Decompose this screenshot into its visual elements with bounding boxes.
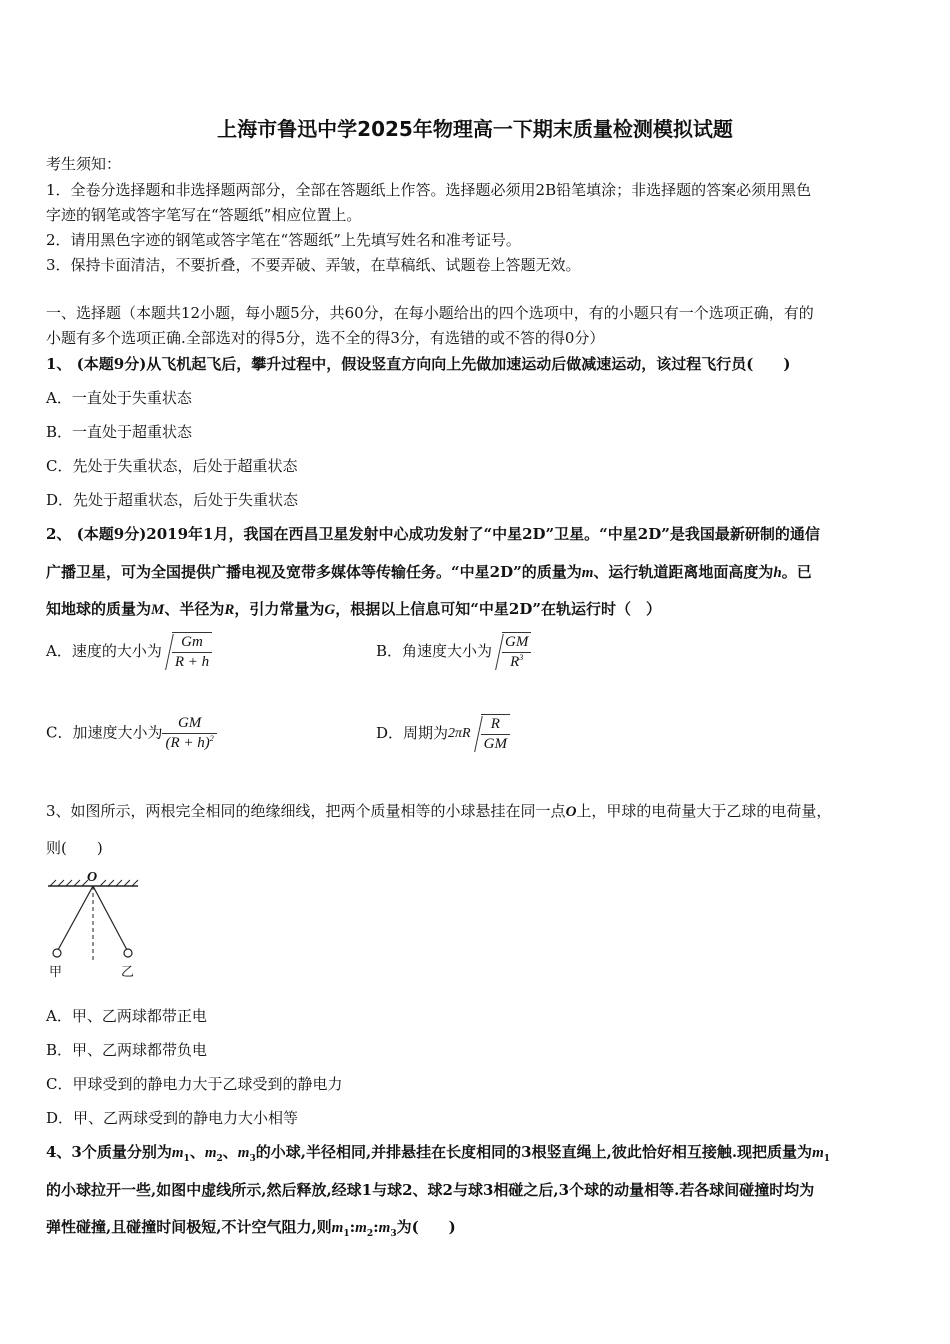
notice-item-1: 1．全卷分选择题和非选择题两部分，全部在答题纸上作答。选择题必须用2B铅笔填涂；非选择题的答案必须用黑色 (46, 181, 812, 199)
question-2-option-d: D．周期为2πR $\frac{R}{GM}$ (376, 714, 510, 754)
question-3-option-d: D．甲、乙两球受到的静电力大小相等 (46, 1109, 299, 1127)
question-1-option-b: B．一直处于超重状态 (46, 423, 193, 441)
notice-item-3: 3．保持卡面清洁，不要折叠，不要弄破、弄皱，在草稿纸、试题卷上答题无效。 (46, 256, 581, 274)
sqrt-expression: $\frac{Gm}{R + h}$ (162, 632, 212, 672)
pendulum-figure (44, 864, 144, 982)
question-4-line-1: 4、3个质量分别为$m_1$、$m_2$、$m_3$的小球,半径相同,并排悬挂在长度相同的3根竖直绳上,彼此恰好相互接触.现把质量为$m_1$ (46, 1143, 830, 1164)
ball-yi (124, 949, 132, 957)
ball-yi-label: 乙 (121, 965, 135, 980)
question-4-line-3: 弹性碰撞,且碰撞时间极短,不计空气阻力,则$m_1:m_2:m_3$为( ) (46, 1218, 456, 1239)
ball-jia-label: 甲 (49, 965, 63, 980)
section-1-line-2: 小题有多个选项正确.全部选对的得5分，选不全的得3分，有选错的或不答的得0分） (46, 329, 605, 347)
ball-jia (53, 949, 61, 957)
sqrt-expression: $\frac{GM}{R^3}$ (492, 632, 531, 672)
question-1-option-d: D．先处于超重状态，后处于失重状态 (46, 491, 299, 509)
notice-heading: 考生须知： (46, 155, 122, 173)
question-2-line-2: 广播卫星，可为全国提供广播电视及宽带多媒体等传输任务。“中星2D”的质量为m、运行轨道距离地面高度为h。已 (46, 563, 812, 581)
notice-item-2: 2．请用黑色字迹的钢笔或答字笔在“答题纸”上先填写姓名和准考证号。 (46, 231, 521, 249)
question-1-option-a: A．一直处于失重状态 (46, 389, 192, 407)
question-1-stem: 1、 (本题9分)从飞机起飞后，攀升过程中，假设竖直方向向上先做加速运动后做减速运动，该过程飞行员( ) (46, 355, 791, 373)
sqrt-expression: $\frac{R}{GM}$ (471, 714, 510, 754)
question-2-option-c: C．加速度大小为 $\frac{GM}{(R + h)^2}$ (46, 714, 217, 753)
question-2-line-3: 知地球的质量为M、半径为R，引力常量为G，根据以上信息可知“中星2D”在轨运行时（ ） (46, 600, 661, 618)
question-3-option-c: C．甲球受到的静电力大于乙球受到的静电力 (46, 1075, 343, 1093)
left-thread (58, 886, 93, 950)
section-1-line-1: 一、选择题（本题共12小题，每小题5分，共60分，在每小题给出的四个选项中，有的小题只有一个选项正确，有的 (46, 304, 814, 322)
question-2-line-1: 2、 (本题9分)2019年1月，我国在西昌卫星发射中心成功发射了“中星2D”卫星。“中星2D”是我国最新研制的通信 (46, 525, 820, 543)
notice-item-1-cont: 字迹的钢笔或答字笔写在“答题纸”相应位置上。 (46, 206, 362, 224)
question-3-line-1: 3、如图所示，两根完全相同的绝缘细线，把两个质量相等的小球悬挂在同一点O上，甲球的电荷量大于乙球的电荷量， (46, 802, 832, 820)
question-3-option-a: A．甲、乙两球都带正电 (46, 1007, 207, 1025)
question-2-option-b: B．角速度大小为 $\frac{GM}{R^3}$ (376, 632, 531, 672)
question-1-option-c: C．先处于失重状态，后处于超重状态 (46, 457, 298, 475)
page-title: 上海市鲁迅中学2025年物理高一下期末质量检测模拟试题 (217, 117, 733, 141)
point-o-label: O (87, 870, 98, 885)
question-4-line-2: 的小球拉开一些,如图中虚线所示,然后释放,经球1与球2、球2与球3相碰之后,3个球的动量相等.若各球间碰撞时均为 (46, 1181, 815, 1199)
question-3-option-b: B．甲、乙两球都带负电 (46, 1041, 208, 1059)
right-thread (93, 886, 127, 950)
question-2-option-a: A．速度的大小为 $\frac{Gm}{R + h}$ (46, 632, 212, 672)
question-3-line-2: 则( ) (46, 839, 103, 857)
